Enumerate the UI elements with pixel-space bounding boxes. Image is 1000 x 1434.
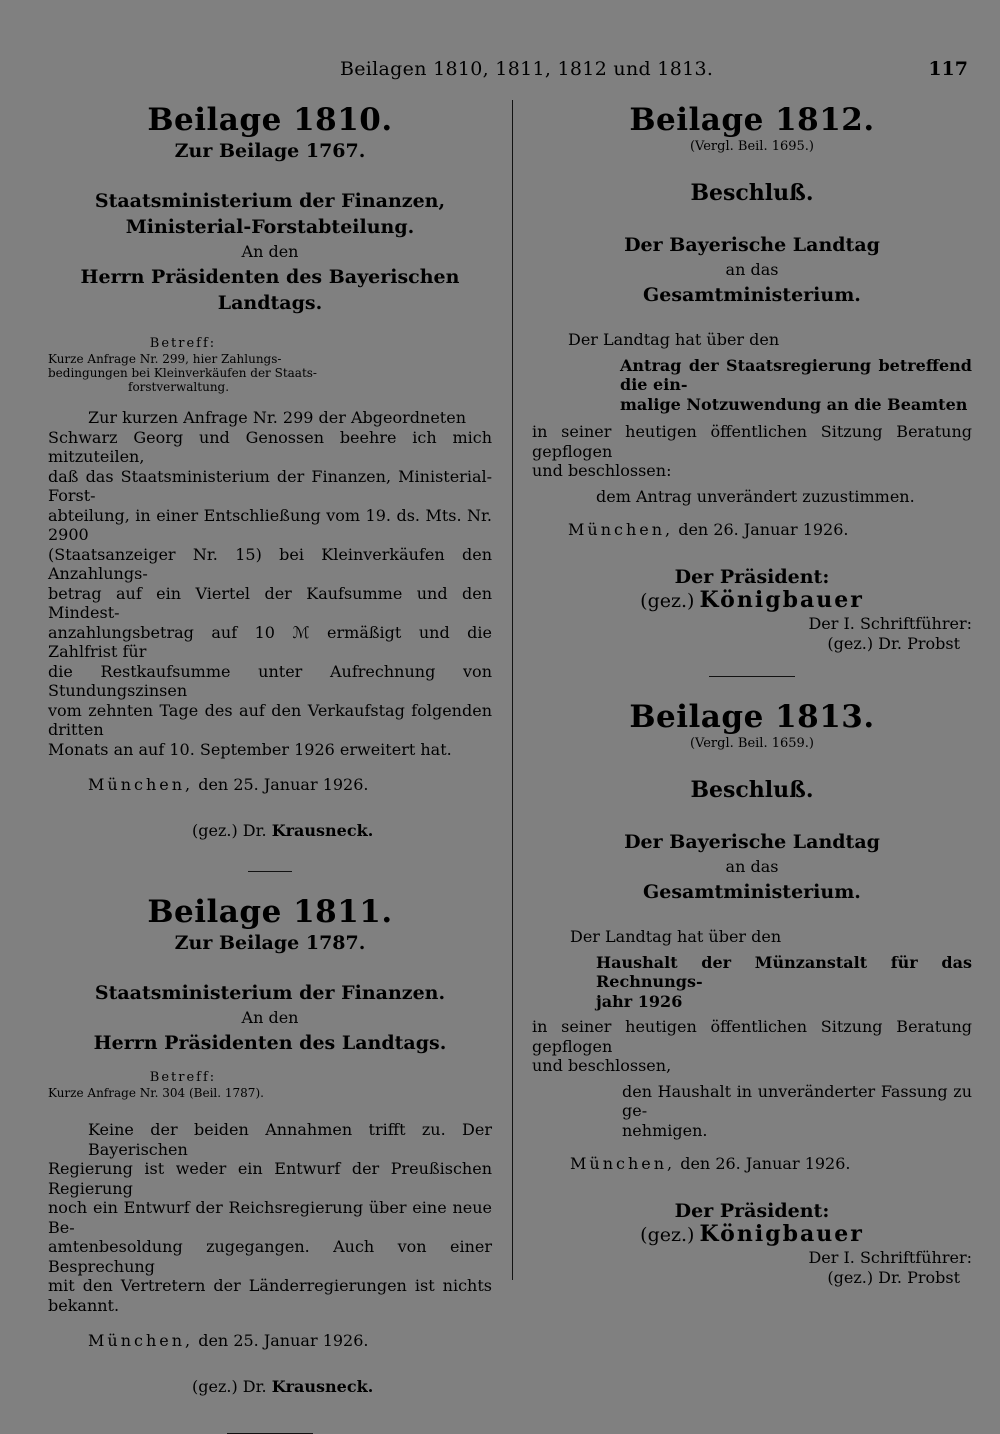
an-das: an das: [725, 857, 779, 876]
date-value: den 25. Januar 1926.: [198, 1331, 369, 1350]
beilage-1811: [48, 894, 492, 1434]
body-line: noch ein Entwurf der Reichsregierung über eine neue Be-: [48, 1198, 492, 1237]
body-line: anzahlungsbetrag auf 10 ℳ ermäßigt und die Zahlfrist für: [48, 622, 492, 661]
ministerium-line: Gesamtministerium.: [643, 881, 861, 903]
body-text-1810: [48, 408, 492, 759]
beilage-1811-title: Beilage 1811.: [147, 894, 393, 930]
sig-name: Krausneck.: [271, 1377, 374, 1396]
beschluss-heading: Beschluß.: [690, 180, 814, 206]
running-header: [0, 58, 1000, 86]
body-line: Zur kurzen Anfrage Nr. 299 der Abgeordneten: [88, 408, 466, 427]
subject-line: jahr 1926: [596, 991, 683, 1011]
body-line: daß das Staatsministerium der Finanzen, Ministerial-Forst-: [48, 466, 492, 505]
signature-1811: [48, 1377, 492, 1397]
body-line: amtenbesoldung zugegangen. Auch von einer Besprechung: [48, 1237, 492, 1276]
betreff-line: forstverwaltung.: [128, 380, 230, 394]
betreff-line: Kurze Anfrage Nr. 299, hier Zahlungs-: [48, 352, 282, 366]
landtag-line: Der Bayerische Landtag: [624, 831, 880, 853]
praesident-name: Königbauer: [699, 1221, 864, 1247]
betreff-line: Kurze Anfrage Nr. 304 (Beil. 1787).: [48, 1086, 264, 1100]
session-line: in seiner heutigen öffentlichen Sitzung Beratung gepflogen: [532, 1017, 972, 1056]
an-den: An den: [241, 1008, 299, 1027]
beilage-1810: [48, 102, 492, 872]
column-divider: [512, 100, 513, 1280]
body-line: Regierung ist weder ein Entwurf der Preußischen Regierung: [48, 1159, 492, 1198]
date-line-1813: [532, 1154, 972, 1174]
separator-rule: [248, 871, 292, 872]
ministerium-line: Gesamtministerium.: [643, 284, 861, 306]
date-place: München,: [568, 520, 674, 539]
beilage-1811-subref: Zur Beilage 1787.: [174, 932, 366, 954]
page-number: 117: [928, 58, 968, 80]
body-line: (Staatsanzeiger Nr. 15) bei Kleinverkäufen den Anzahlungs-: [48, 544, 492, 583]
date-place: München,: [88, 775, 194, 794]
sig-prefix: (gez.): [640, 1224, 695, 1246]
authority-line-1: Staatsministerium der Finanzen.: [94, 982, 446, 1004]
intro-line: Der Landtag hat über den: [568, 330, 780, 349]
sig-prefix: (gez.) Dr.: [192, 821, 267, 840]
body-line: die Restkaufsumme unter Aufrechnung von Stundungszinsen: [48, 661, 492, 700]
beilage-1812-vergl: (Vergl. Beil. 1695.): [689, 139, 815, 154]
date-value: den 25. Januar 1926.: [198, 775, 369, 794]
beilage-1813-vergl: (Vergl. Beil. 1659.): [689, 736, 815, 751]
subject-line: Antrag der Staatsregierung betreffend die ein-: [620, 355, 972, 394]
resolution-line: den Haushalt in unveränderter Fassung zu ge-: [622, 1081, 972, 1120]
date-line-1811: [48, 1331, 492, 1351]
intro-line: Der Landtag hat über den: [570, 927, 782, 946]
schriftfuehrer-signature: (gez.) Dr. Probst: [827, 634, 960, 653]
body-text-1811: [48, 1120, 492, 1315]
authority-line-1: Staatsministerium der Finanzen,: [94, 190, 446, 212]
date-value: den 26. Januar 1926.: [680, 1154, 851, 1173]
subject-line: Haushalt der Münzanstalt für das Rechnungs-: [596, 952, 972, 991]
body-line: Keine der beiden Annahmen trifft zu. Der Bayerischen: [88, 1120, 492, 1159]
recipient: Herrn Präsidenten des Landtags.: [93, 1032, 447, 1054]
session-line: und beschlossen,: [532, 1056, 672, 1075]
betreff-label: Betreff:: [149, 1070, 217, 1085]
betreff-line: bedingungen bei Kleinverkäufen der Staats-: [48, 366, 317, 380]
sig-prefix: (gez.) Dr.: [192, 1377, 267, 1396]
an-das: an das: [725, 260, 779, 279]
date-place: München,: [570, 1154, 676, 1173]
betreff-label: Betreff:: [149, 336, 217, 351]
beilage-1813: [532, 699, 972, 1288]
body-line: Monats an auf 10. September 1926 erweitert hat.: [48, 739, 452, 759]
beilage-1810-subref: Zur Beilage 1767.: [174, 140, 366, 162]
praesident-signature: [532, 1221, 972, 1247]
praesident-signature: [532, 587, 972, 613]
beschluss-heading: Beschluß.: [690, 777, 814, 803]
running-title: Beilagen 1810, 1811, 1812 und 1813.: [340, 58, 714, 80]
left-column: [48, 100, 492, 1434]
authority-line-2: Ministerial-Forstabteilung.: [125, 216, 415, 238]
betreff-block: [48, 336, 318, 394]
beilage-1813-title: Beilage 1813.: [629, 699, 875, 735]
body-line: Schwarz Georg und Genossen beehre ich mich mitzuteilen,: [48, 427, 492, 466]
date-line-1810: [48, 775, 492, 795]
session-line: und beschlossen:: [532, 461, 672, 480]
beilage-1810-title: Beilage 1810.: [147, 102, 393, 138]
date-place: München,: [88, 1331, 194, 1350]
praesident-label: Der Präsident:: [674, 1200, 830, 1222]
resolution-line: nehmigen.: [622, 1120, 708, 1140]
body-line: betrag auf ein Viertel der Kaufsumme und den Mindest-: [48, 583, 492, 622]
recipient: Herrn Präsidenten des Bayerischen Landtags.: [80, 266, 460, 314]
date-value: den 26. Januar 1926.: [678, 520, 849, 539]
landtag-line: Der Bayerische Landtag: [624, 234, 880, 256]
body-line: vom zehnten Tage des auf den Verkaufstag folgenden dritten: [48, 700, 492, 739]
session-line: in seiner heutigen öffentlichen Sitzung Beratung gepflogen: [532, 422, 972, 461]
right-column: [532, 100, 972, 1288]
sig-name: Krausneck.: [271, 821, 374, 840]
separator-rule: [709, 676, 795, 677]
betreff-block: [48, 1070, 318, 1100]
sig-prefix: (gez.): [640, 590, 695, 612]
schriftfuehrer-label: Der I. Schriftführer:: [808, 1248, 972, 1267]
body-line: abteilung, in einer Entschließung vom 19. ds. Mts. Nr. 2900: [48, 505, 492, 544]
body-line: mit den Vertretern der Länderregierungen ist nichts bekannt.: [48, 1276, 492, 1315]
praesident-label: Der Präsident:: [674, 566, 830, 588]
subject-line: malige Notzuwendung an die Beamten: [620, 394, 968, 414]
praesident-name: Königbauer: [699, 587, 864, 613]
signature-1810: [48, 821, 492, 841]
beilage-1812: [532, 102, 972, 677]
schriftfuehrer-signature: (gez.) Dr. Probst: [827, 1268, 960, 1287]
date-line-1812: [532, 520, 972, 540]
resolution-line: dem Antrag unverändert zuzustimmen.: [596, 486, 915, 506]
beilage-1812-title: Beilage 1812.: [629, 102, 875, 138]
schriftfuehrer-label: Der I. Schriftführer:: [808, 614, 972, 633]
an-den: An den: [241, 242, 299, 261]
